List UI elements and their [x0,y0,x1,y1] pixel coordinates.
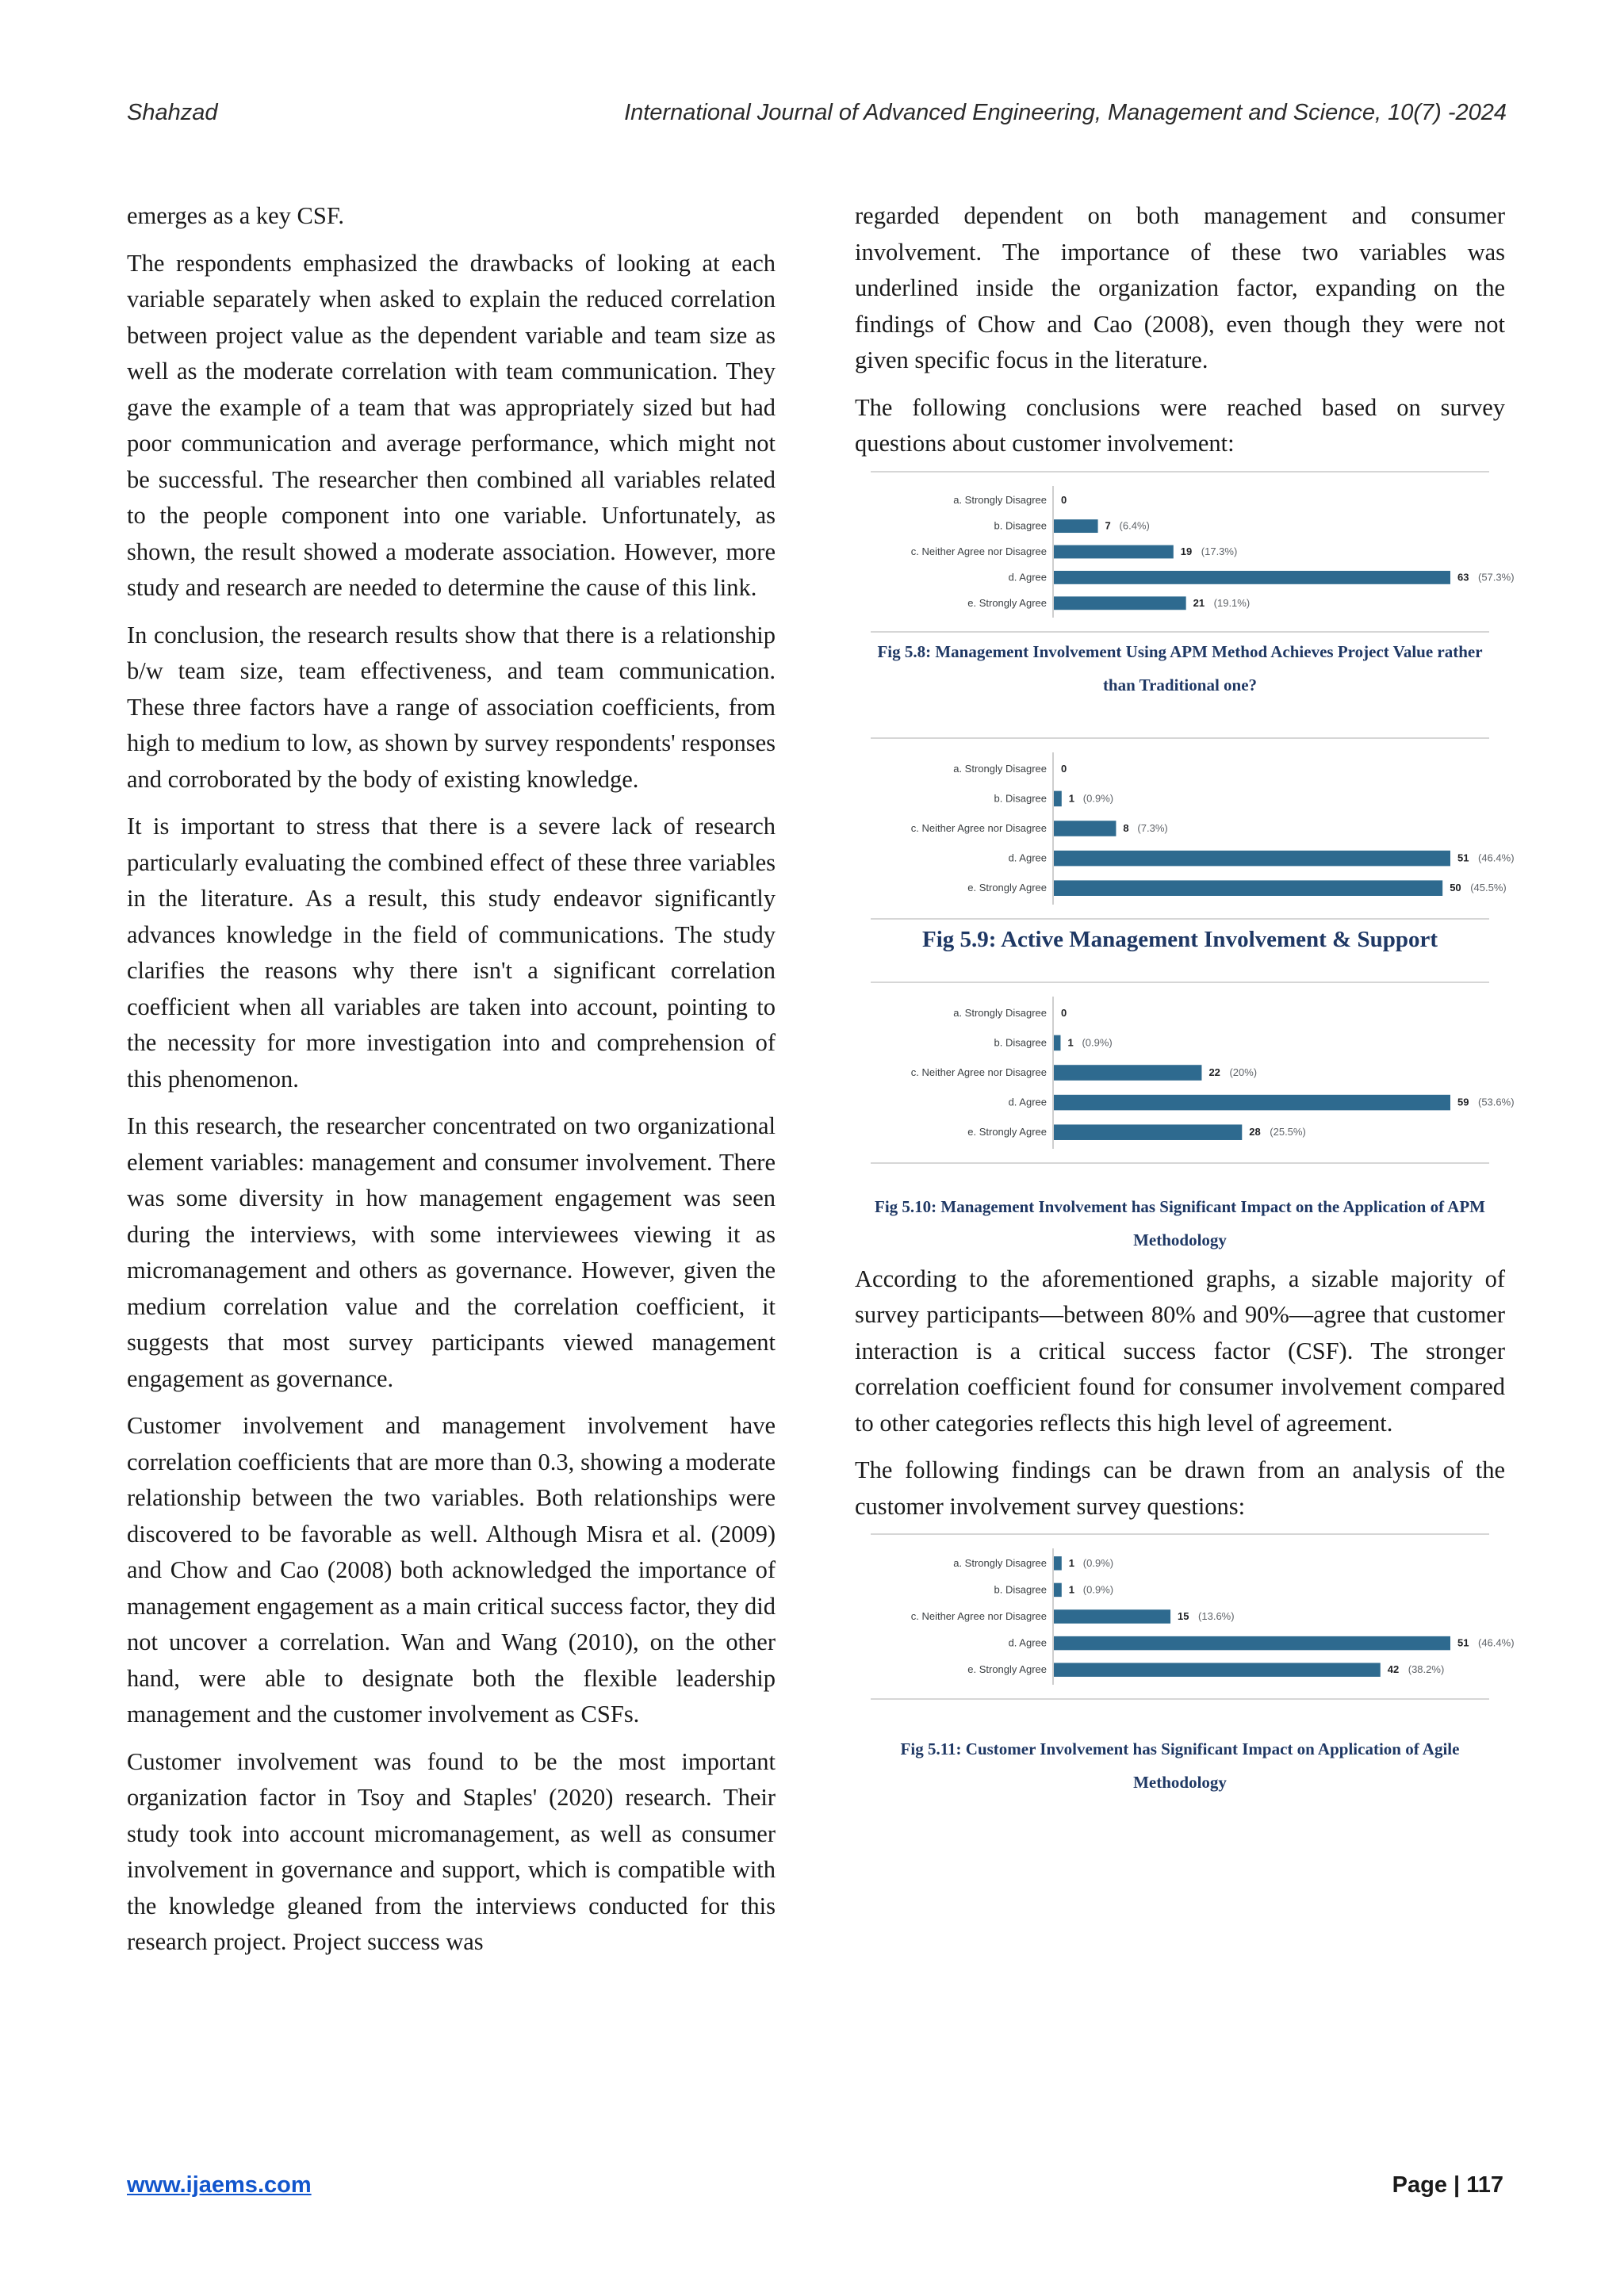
running-header-author: Shahzad [127,100,218,125]
paragraph: In conclusion, the research results show that there is a relationship b/w team size, team effectiveness, and team communication. These three factors have a range of association coefficients, from high to medium to low, as shown by survey respondents' responses and corroborated by the body of existing knowledge. [127,621,776,793]
data-value-label: 21 [1193,596,1205,609]
data-percent-label: (0.9%) [1082,1556,1114,1569]
data-percent-label: (6.4%) [1119,519,1150,532]
category-tick-label: d. Agree [1008,1636,1047,1649]
category-tick-label: a. Strongly Disagree [953,493,1047,506]
data-value-label: 19 [1180,545,1193,557]
data-value-label: 51 [1457,1636,1469,1649]
data-value-label: 1 [1068,1556,1075,1569]
data-percent-label: (13.6%) [1198,1610,1235,1622]
data-percent-label: (57.3%) [1478,570,1515,583]
paragraph: In this research, the researcher concentrated on two organizational element variables: management and consumer involvement. There was some diversity in how management engagement was seen during the interviews, with some interviewees viewing it as micromanagement and others as governance. However, given the medium correlation value and the correlation coefficient, it suggests that most survey participants viewed management engagement as governance. [127,1112,776,1392]
figure-5-11 [855,1531,1515,1799]
data-value-label: 59 [1457,1096,1469,1108]
paragraph: The respondents emphasized the drawbacks of looking at each variable separately when asked to explain the reduced correlation between project value as the dependent variable and team size as well as the moderate correlation with team communication. They gave the example of a team that was appropriately sized but had poor communication and average performance, which might not be successful. The researcher then combined all variables related to the people component into one variable. Unfortunately, as shown, the result showed a moderate association. However, more study and research are needed to determine the cause of this link. [127,249,776,601]
category-tick-label: b. Disagree [994,791,1047,804]
caption-line: than Traditional one? [1102,675,1258,695]
data-value-label: 0 [1061,1006,1067,1019]
category-tick-label: b. Disagree [994,1035,1047,1048]
data-percent-label: (0.9%) [1082,1583,1114,1596]
caption-line: Fig 5.8: Management Involvement Using APM Method Achieves Project Value rather [877,641,1483,661]
bar [1054,519,1098,533]
figure-caption [855,1732,1505,1799]
category-tick-label: a. Strongly Disagree [953,1006,1047,1019]
bar [1054,545,1174,558]
right-column [855,198,1515,1799]
figure-caption: Fig 5.9: Active Management Involvement & Support [921,926,1438,952]
category-tick-label: d. Agree [1008,570,1047,583]
category-tick-label: c. Neither Agree nor Disagree [910,1610,1047,1622]
bar [1054,570,1450,584]
category-tick-label: e. Strongly Agree [967,1125,1047,1138]
data-percent-label: (0.9%) [1082,791,1114,804]
category-tick-label: d. Agree [1008,851,1047,864]
bar [1054,880,1442,896]
left-column [127,198,776,1972]
data-value-label: 51 [1457,851,1469,864]
bar [1054,850,1450,866]
bar [1054,1035,1060,1050]
caption-line: Fig 5.10: Management Involvement has Significant Impact on the Application of APM [875,1196,1485,1216]
bar [1054,596,1186,610]
category-tick-label: e. Strongly Agree [967,881,1047,894]
category-tick-label: b. Disagree [994,519,1047,532]
figure-caption [855,1190,1505,1257]
data-value-label: 1 [1067,1035,1074,1048]
journal-website-link[interactable]: www.ijaems.com [127,2172,312,2198]
category-tick-label: e. Strongly Agree [967,596,1047,609]
bar [1054,1636,1450,1650]
data-percent-label: (17.3%) [1201,545,1238,557]
data-value-label: 28 [1249,1125,1261,1138]
category-tick-label: a. Strongly Disagree [953,1556,1047,1569]
figure-caption [855,635,1505,702]
data-value-label: 50 [1450,881,1461,894]
data-percent-label: (7.3%) [1137,821,1168,834]
data-value-label: 1 [1068,791,1075,804]
category-tick-label: b. Disagree [994,1583,1047,1596]
data-percent-label: (46.4%) [1478,851,1515,864]
paragraph: regarded dependent on both management and consumer involvement. The importance of these two variables was underlined inside the organization factor, expanding on the findings of Chow and Cao (2008), even though they were not given specific focus in the literature. [855,202,1505,373]
paragraph: It is important to stress that there is a severe lack of research particularly evaluating the combined effect of these three variables in the literature. As a result, this study endeavor significantly advances knowledge in the field of communications. The study clarifies the reasons why there isn't a significant correlation coefficient when all variables are taken into account, pointing to the necessity for more investigation into and comprehension of this phenomenon. [127,813,776,1093]
bar [1054,1583,1062,1597]
paragraph: emerges as a key CSF. [127,202,344,229]
data-percent-label: (45.5%) [1470,881,1507,894]
paragraph: The following conclusions were reached based on survey questions about customer involvement: [855,393,1505,457]
category-tick-label: d. Agree [1008,1096,1047,1108]
data-value-label: 1 [1068,1583,1075,1596]
bar [1054,1609,1170,1623]
caption-line: Methodology [1133,1230,1227,1249]
caption-line: Fig 5.11: Customer Involvement has Significant Impact on Application of Agile [900,1739,1460,1758]
data-percent-label: (38.2%) [1408,1663,1445,1676]
data-value-label: 8 [1123,821,1129,834]
bar [1054,1663,1381,1676]
bar [1054,821,1116,836]
data-percent-label: (46.4%) [1478,1636,1515,1649]
page-number: Page | 117 [1392,2172,1503,2198]
paragraph: Customer involvement and management involvement have correlation coefficients that are more than 0.3, showing a moderate relationship between the two variables. Both relationships were discovered to be favorable as well. Although Misra et al. (2009) and Chow and Cao (2008) both acknowledged the importance of management engagement as a main critical success factor, they did not uncover a correlation. Wan and Wang (2010), on the other hand, were able to designate both the flexible leadership management and the customer involvement as CSFs. [127,1412,776,1728]
data-value-label: 15 [1178,1610,1189,1622]
paragraph: Customer involvement was found to be the most important organization factor in Tsoy and Staples' (2020) research. Their study took into account micromanagement, as well as consumer involvement in governance and support, which is compatible with the knowledge gleaned from the interviews conducted for this research project. Project success was [127,1747,776,1955]
figure-5-8 [855,469,1515,702]
bar [1054,790,1062,806]
figure-5-10 [855,979,1515,1257]
bar [1054,1556,1062,1570]
chart-5-8 [855,469,1515,635]
chart-5-9 [855,735,1515,922]
bar [1054,1124,1242,1140]
chart-5-11 [855,1531,1515,1702]
data-percent-label: (53.6%) [1478,1096,1515,1108]
data-value-label: 22 [1208,1066,1220,1078]
category-tick-label: c. Neither Agree nor Disagree [910,821,1047,834]
data-percent-label: (20%) [1229,1066,1258,1078]
caption-line: Methodology [1133,1773,1227,1792]
data-percent-label: (0.9%) [1082,1035,1113,1048]
data-percent-label: (19.1%) [1213,596,1251,609]
paragraph: According to the aforementioned graphs, a sizable majority of survey participants—between 80% and 90%—agree that customer interaction is a critical success factor (CSF). The stronger correlation coefficient found for consumer involvement compared to other categories reflects this high level of agreement. [855,1265,1505,1437]
data-value-label: 7 [1105,519,1111,532]
paragraph: The following findings can be drawn from an analysis of the customer involvement survey questions: [855,1456,1505,1520]
bar [1054,1094,1450,1110]
data-value-label: 42 [1387,1663,1400,1676]
data-value-label: 0 [1061,493,1067,506]
category-tick-label: c. Neither Agree nor Disagree [910,545,1047,557]
category-tick-label: c. Neither Agree nor Disagree [910,1066,1047,1078]
running-header-journal: International Journal of Advanced Engineering, Management and Science, 10(7) -2024 [624,100,1507,125]
chart-5-10 [855,979,1515,1166]
data-value-label: 63 [1457,570,1469,583]
data-value-label: 0 [1061,762,1067,775]
data-percent-label: (25.5%) [1270,1125,1306,1138]
bar [1054,1065,1201,1081]
figure-5-9 [855,735,1515,957]
category-tick-label: a. Strongly Disagree [953,762,1047,775]
category-tick-label: e. Strongly Agree [967,1663,1047,1676]
